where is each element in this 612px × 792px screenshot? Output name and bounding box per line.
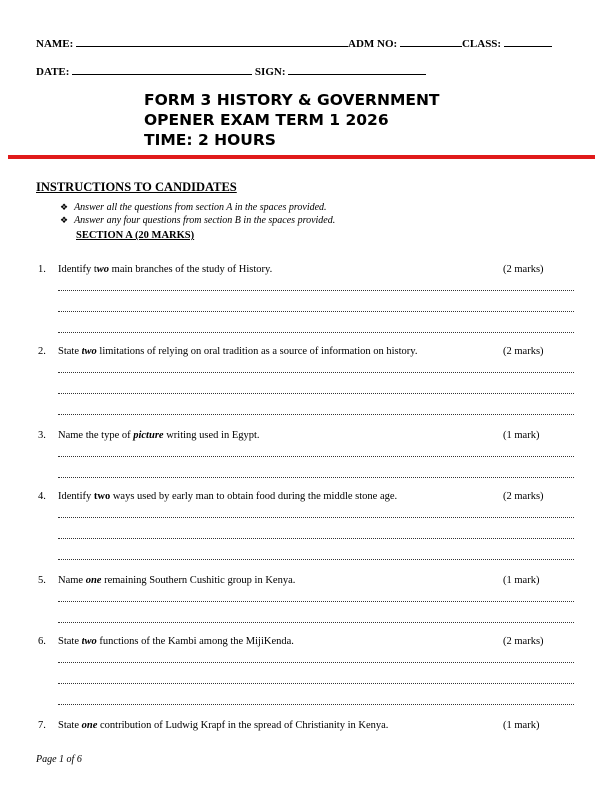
date-field[interactable]	[72, 73, 252, 75]
question-text: Identify two main branches of the study of History.	[58, 264, 273, 275]
answer-line[interactable]	[58, 290, 574, 291]
question-marks: (2 marks)	[503, 491, 544, 502]
question-number: 4.	[38, 491, 46, 502]
adm-label: ADM NO:	[348, 38, 398, 50]
answer-line[interactable]	[58, 517, 574, 518]
title-line-1: FORM 3 HISTORY & GOVERNMENT	[144, 91, 440, 109]
title-line-2: OPENER EXAM TERM 1 2026	[144, 111, 389, 129]
sign-label: SIGN:	[254, 66, 286, 78]
answer-line[interactable]	[58, 332, 574, 333]
class-field[interactable]	[504, 45, 552, 47]
diamond-bullet-icon: ❖	[60, 203, 69, 213]
answer-line[interactable]	[58, 393, 574, 394]
answer-line[interactable]	[58, 704, 574, 705]
question-number: 1.	[38, 264, 46, 275]
question-text: State two functions of the Kambi among the MijiKenda.	[58, 636, 294, 647]
class-label: CLASS:	[461, 38, 502, 50]
question-text: State one contribution of Ludwig Krapf in the spread of Christianity in Kenya.	[58, 720, 389, 731]
answer-line[interactable]	[58, 372, 574, 373]
answer-line[interactable]	[58, 601, 574, 602]
name-label: NAME:	[36, 38, 74, 50]
question-text: Name one remaining Southern Cushitic group in Kenya.	[58, 575, 296, 586]
answer-line[interactable]	[58, 538, 574, 539]
title-line-3: TIME: 2 HOURS	[144, 131, 276, 149]
answer-line[interactable]	[58, 662, 574, 663]
question-number: 3.	[38, 430, 46, 441]
answer-line[interactable]	[58, 683, 574, 684]
header-row-2	[36, 66, 426, 78]
red-divider	[8, 155, 595, 159]
sign-field[interactable]	[288, 73, 426, 75]
question-marks: (1 mark)	[503, 430, 540, 441]
question-marks: (1 mark)	[503, 720, 540, 731]
question-marks: (2 marks)	[503, 264, 544, 275]
question-text: Name the type of picture writing used in Egypt.	[58, 430, 260, 441]
answer-line[interactable]	[58, 456, 574, 457]
instruction-bullet: ❖ Answer all the questions from section A in the spaces provided.	[60, 202, 327, 213]
page-number: Page 1 of 6	[36, 754, 82, 765]
question-number: 2.	[38, 346, 46, 357]
question-text: State two limitations of relying on oral tradition as a source of information on history.	[58, 346, 418, 357]
section-a-heading: SECTION A (20 MARKS)	[76, 230, 195, 241]
question-text: Identify two ways used by early man to obtain food during the middle stone age.	[58, 491, 398, 502]
answer-line[interactable]	[58, 311, 574, 312]
question-number: 7.	[38, 720, 46, 731]
question-marks: (1 mark)	[503, 575, 540, 586]
question-marks: (2 marks)	[503, 346, 544, 357]
header-row-1	[36, 38, 552, 50]
answer-line[interactable]	[58, 477, 574, 478]
question-marks: (2 marks)	[503, 636, 544, 647]
answer-line[interactable]	[58, 414, 574, 415]
question-number: 5.	[38, 575, 46, 586]
date-label: DATE:	[36, 66, 70, 78]
instruction-bullet: ❖ Answer any four questions from section B in the spaces provided.	[60, 215, 336, 226]
name-field[interactable]	[76, 45, 348, 47]
exam-title	[144, 90, 440, 150]
adm-field[interactable]	[400, 45, 462, 47]
answer-line[interactable]	[58, 559, 574, 560]
diamond-bullet-icon: ❖	[60, 216, 69, 226]
answer-line[interactable]	[58, 622, 574, 623]
instructions-heading: INSTRUCTIONS TO CANDIDATES	[36, 180, 237, 194]
question-number: 6.	[38, 636, 46, 647]
